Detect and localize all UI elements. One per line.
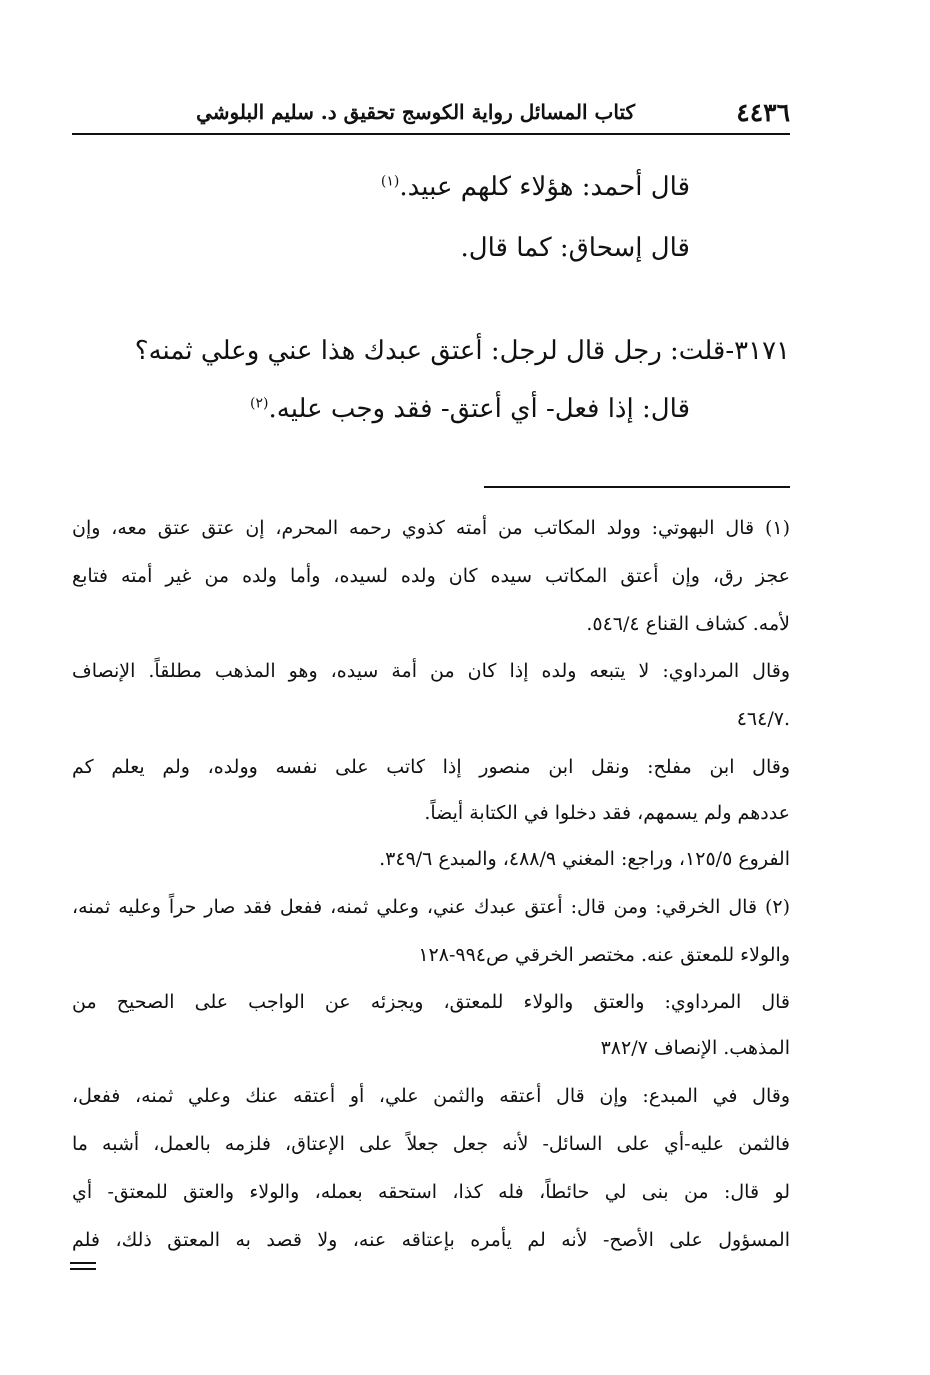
footnote-line: عددهم ولم يسمهم، فقد دخلوا في الكتابة أيضاً. [424, 802, 790, 824]
footnote-separator [484, 486, 790, 488]
footnote-line: وقال المرداوي: لا يتبعه ولده إذا كان من أمة سيده، وهو المذهب مطلقاً. الإنصاف [72, 660, 791, 682]
footnote-line: وقال في المبدع: وإن قال أعتقه والثمن علي، أو أعتقه عنك وعلي ثمنه، ففعل، [72, 1085, 790, 1107]
footnote-line: المذهب. الإنصاف ٣٨٢/٧ [600, 1037, 790, 1059]
footnote-line: فالثمن عليه-أي على السائل- لأنه جعل جعلاً على الإعتاق، فلزمه بالعمل، أشبه ما [72, 1133, 790, 1155]
page-number: ٤٤٣٦ [736, 98, 790, 127]
header-rule [72, 133, 790, 135]
footnote-line: المسؤول على الأصح- لأنه لم يأمره بإعتاقه عنه، ولا قصد به المعتق ذلك، فلم [72, 1229, 790, 1251]
footnote-line: لأمه. كشاف القناع ٥٤٦/٤. [586, 613, 790, 635]
footnote-line: عجز رق، وإن أعتق المكاتب سيده كان ولده لسيده، وأما ولده من غير أمته فتابع [72, 565, 790, 587]
footnote-ref[interactable]: (١) [380, 173, 400, 190]
running-title: كتاب المسائل رواية الكوسج تحقيق د. سليم البلوشي [196, 100, 635, 124]
footnote-ref[interactable]: (٢) [250, 395, 269, 412]
footnote-line: قال المرداوي: والعتق والولاء للمعتق، ويجزئه عن الواجب على الصحيح من [72, 991, 790, 1013]
footnote-line: لو قال: من بنى لي حائطاً، فله كذا، استحقه بعمله، والولاء والعتق للمعتق- أي [72, 1181, 790, 1203]
footnote-line: .٤٦٤/٧ [736, 708, 790, 730]
footnote-line: (١) قال البهوتي: وولد المكاتب من أمته كذوي رحمه المحرم، إن عتق عتق معه، وإن [72, 517, 791, 539]
footnote-line: الفروع ١٢٥/٥، وراجع: المغني ٤٨٨/٩، والمبدع ٣٤٩/٦. [379, 848, 790, 870]
text-line: قال أحمد: هؤلاء كلهم عبيد.$^{(١)}$ [380, 172, 690, 202]
footnote-line: (٢) قال الخرقي: ومن قال: أعتق عبدك عني، وعلي ثمنه، ففعل فقد صار حراً وعليه ثمنه، [72, 896, 790, 918]
text-line: قال إسحاق: كما قال. [460, 233, 690, 263]
question-line: ٣١٧١-قلت: رجل قال لرجل: أعتق عبدك هذا عني وعلي ثمنه؟ [134, 336, 790, 366]
answer-line: قال: إذا فعل- أي أعتق- فقد وجب عليه.$^{(٢)}$ [250, 394, 690, 424]
footnote-line: وقال ابن مفلح: ونقل ابن منصور إذا كاتب على نفسه وولده، ولم يعلم كم [72, 756, 790, 778]
page-header [72, 92, 790, 132]
continuation-mark [70, 1262, 96, 1274]
footnote-line: والولاء للمعتق عنه. مختصر الخرقي ص٩٩٤-١٢٨ [418, 944, 790, 966]
